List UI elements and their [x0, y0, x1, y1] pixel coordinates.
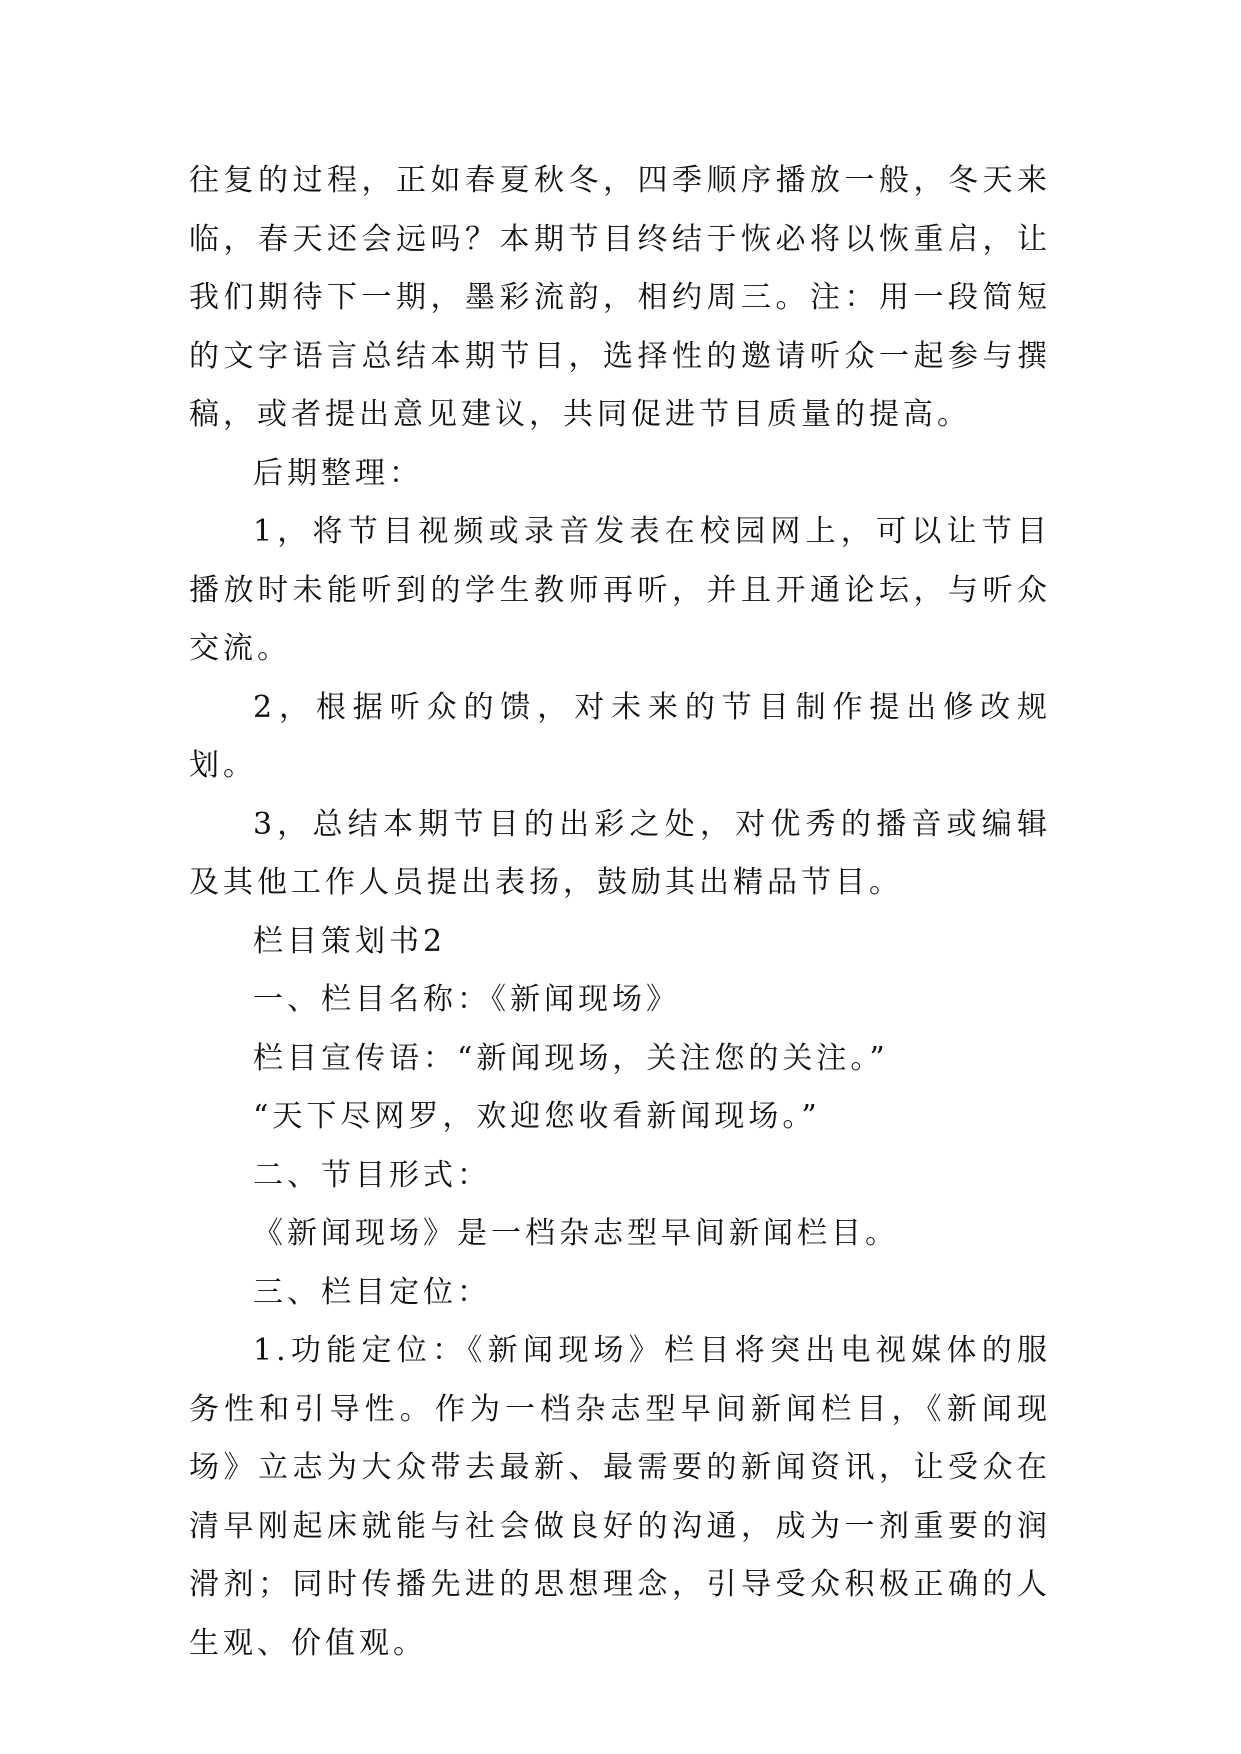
- slogan-2: “天下尽网罗，欢迎您收看新闻现场。”: [253, 1099, 821, 1134]
- paragraph-closing-summary: 往复的过程，正如春夏秋冬，四季顺序播放一般，冬天来临，春天还会远吗？本期节目终结于恢必将以恢重启，让我们期待下一期，墨彩流韵，相约周三。注：用一段简短的文字语言总结本期节目，选择性的邀请听众一起参与撰稿，或者提出意见建议，共同促进节目质量的提高。: [189, 163, 1051, 432]
- list-item-2: 2，根据听众的馈，对未来的节目制作提出修改规划。: [189, 689, 1051, 783]
- heading-positioning: 三、栏目定位：: [253, 1274, 491, 1310]
- heading-column-name: 一、栏目名称：《新闻现场》: [253, 982, 680, 1017]
- document-body: [189, 152, 1051, 1673]
- paragraph-function-positioning: 1.功能定位：《新闻现场》栏目将突出电视媒体的服务性和引导性。作为一档杂志型早间新闻栏目，《新闻现场》立志为大众带去最新、最需要的新闻资讯，让受众在清早刚起床就能与社会做良好的沟通，成为一剂重要的润滑剂；同时传播先进的思想理念，引导受众积极正确的人生观、价值观。: [189, 1333, 1051, 1661]
- slogan-1: 栏目宣传语：“新闻现场，关注您的关注。”: [253, 1040, 889, 1076]
- heading-post-production: 后期整理：: [253, 455, 423, 491]
- list-item-3: 3，总结本期节目的出彩之处，对优秀的播音或编辑及其他工作人员提出表扬，鼓励其出精品节目。: [189, 806, 1051, 900]
- list-item-1: 1，将节目视频或录音发表在校园网上，可以让节目播放时未能听到的学生教师再听，并且开通论坛，与听众交流。: [189, 514, 1051, 666]
- paragraph-program-format: 《新闻现场》是一档杂志型早间新闻栏目。: [253, 1216, 899, 1251]
- section-title: 栏目策划书2: [253, 923, 447, 959]
- heading-program-format: 二、节目形式：: [253, 1157, 491, 1193]
